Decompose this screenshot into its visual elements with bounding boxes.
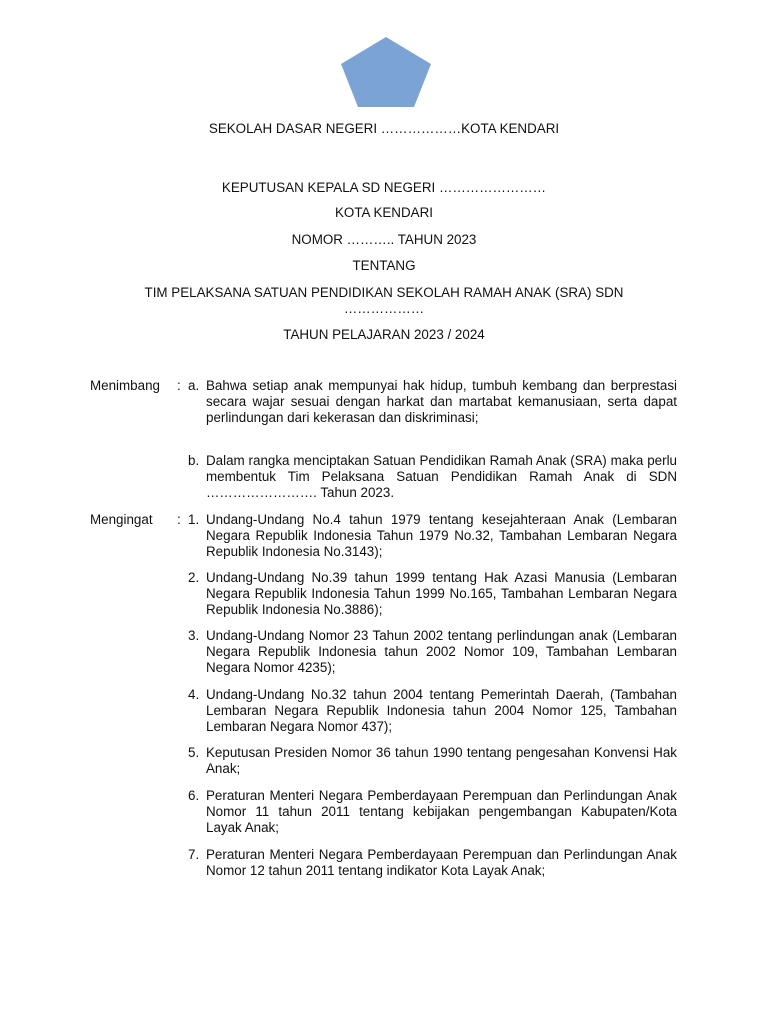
decree-number: NOMOR ……….. TAHUN 2023: [291, 232, 477, 247]
menimbang-colon: :: [177, 378, 181, 393]
mengingat-item-marker: 2.: [188, 570, 200, 585]
mengingat-colon: :: [177, 512, 181, 527]
mengingat-item-text: Keputusan Presiden Nomor 36 tahun 1990 tentang pengesahan Konvensi Hak Anak;: [206, 745, 677, 776]
mengingat-item-text: Peraturan Menteri Negara Pemberdayaan Perempuan dan Perlindungan Anak Nomor 12 tahun 2011 tentang indikator Kota Layak Anak;: [206, 847, 677, 878]
mengingat-item-marker: 3.: [188, 628, 200, 643]
menimbang-item-text: Bahwa setiap anak mempunyai hak hidup, tumbuh kembang dan berprestasi secara wajar sesuai dengan harkat dan martabat kemanusiaan, serta dapat perlindungan dari kekerasan dan diskriminasi;: [206, 378, 677, 425]
mengingat-item-marker: 4.: [188, 687, 200, 702]
menimbang-item-marker: b.: [188, 453, 200, 468]
logo-pentagon-shape: [341, 37, 431, 107]
subject-line-2: ………………: [343, 301, 425, 316]
mengingat-item-text: Undang-Undang Nomor 23 Tahun 2002 tentang perlindungan anak (Lembaran Negara Republik Indonesia tahun 2002 Nomor 109, Tambahan Lembaran Negara Nomor 4235);: [206, 628, 677, 675]
mengingat-item-marker: 1.: [188, 512, 200, 527]
city-line: KOTA KENDARI: [335, 205, 433, 220]
mengingat-label: Mengingat: [90, 512, 153, 527]
academic-year: TAHUN PELAJARAN 2023 / 2024: [283, 327, 485, 342]
decision-title: KEPUTUSAN KEPALA SD NEGERI ……………………: [221, 180, 547, 195]
subject-line-1: TIM PELAKSANA SATUAN PENDIDIKAN SEKOLAH RAMAH ANAK (SRA) SDN: [144, 285, 624, 300]
mengingat-item-text: Undang-Undang No.4 tahun 1979 tentang kesejahteraan Anak (Lembaran Negara Republik Indonesia Tahun 1979 No.32, Tambahan Lembaran Negara Republik Indonesia No.3143);: [206, 512, 677, 559]
school-name-line: SEKOLAH DASAR NEGERI ………………KOTA KENDARI: [208, 121, 560, 136]
mengingat-item-text: Undang-Undang No.32 tahun 2004 tentang Pemerintah Daerah, (Tambahan Lembaran Negara Republik Indonesia tahun 2004 Nomor 125, Tambahan Lembaran Negara Nomor 437);: [206, 687, 677, 734]
menimbang-item-marker: a.: [188, 378, 200, 393]
mengingat-item-marker: 5.: [188, 745, 200, 760]
mengingat-item-marker: 7.: [188, 847, 200, 862]
about-heading: TENTANG: [352, 258, 416, 273]
menimbang-label: Menimbang: [90, 378, 160, 393]
mengingat-item-marker: 6.: [188, 788, 200, 803]
mengingat-item-text: Peraturan Menteri Negara Pemberdayaan Perempuan dan Perlindungan Anak Nomor 11 tahun 2011 tentang kebijakan pengembangan Kabupaten/Kota Layak Anak;: [206, 788, 677, 835]
school-logo-pentagon: [339, 36, 433, 108]
mengingat-item-text: Undang-Undang No.39 tahun 1999 tentang Hak Azasi Manusia (Lembaran Negara Republik Indonesia Tahun 1999 No.165, Tambahan Lembaran Negara Republik Indonesia No.3886);: [206, 570, 677, 617]
menimbang-item-text: Dalam rangka menciptakan Satuan Pendidikan Ramah Anak (SRA) maka perlu membentuk Tim Pelaksana Satuan Pendidikan Ramah Anak di SDN ……………………. Tahun 2023.: [206, 453, 677, 500]
